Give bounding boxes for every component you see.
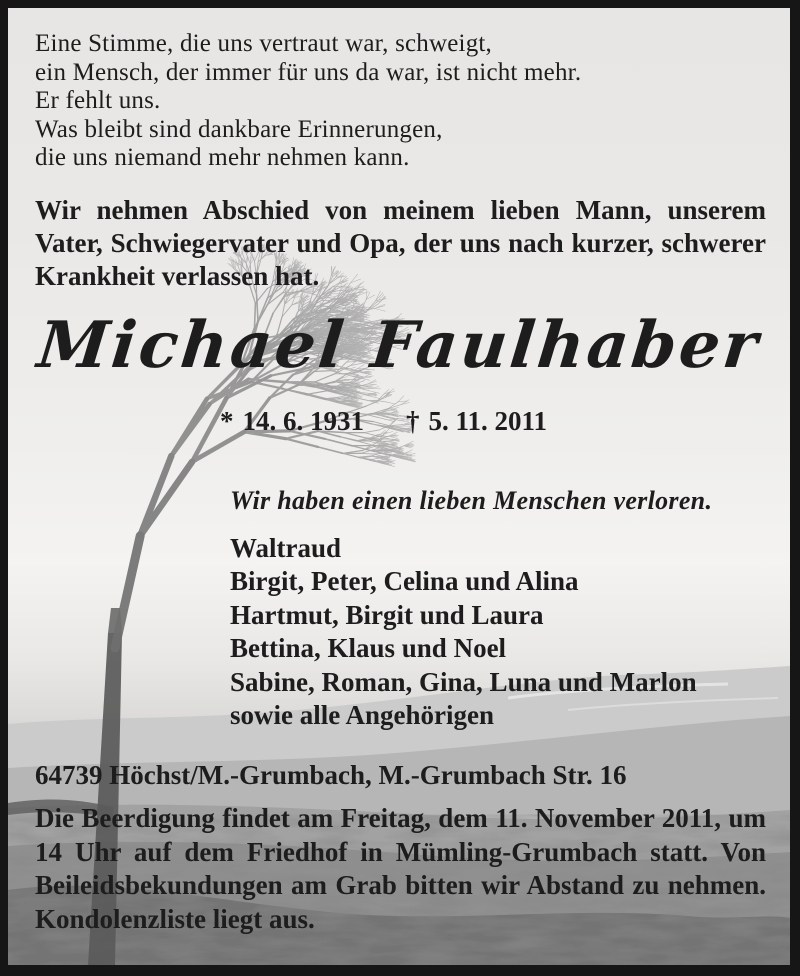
birth-star-symbol: * [220, 406, 234, 436]
mourner-line: sowie alle Angehörigen [230, 700, 494, 731]
death-cross-symbol: † [406, 406, 420, 436]
notice-paper [8, 8, 790, 965]
mourner-line: Sabine, Roman, Gina, Luna und Marlon [230, 666, 697, 697]
mourner-line: Birgit, Peter, Celina und Alina [230, 566, 579, 597]
mourners-list [230, 532, 697, 732]
funeral-info: Die Beerdigung findet am Freitag, dem 11. November 2011, um 14 Uhr auf dem Friedhof in Mümling-Grumbach statt. Von Beileidsbekundungen am Grab bitten wir Abstand zu nehmen. Kondolenzliste liegt aus. [35, 803, 766, 934]
mourner-line: Bettina, Klaus und Noel [230, 633, 507, 664]
loss-line: Wir haben einen lieben Menschen verloren. [230, 486, 713, 515]
verse-line: Er fehlt uns. [35, 87, 161, 114]
death-date-value: 5. 11. 2011 [428, 406, 548, 436]
farewell-paragraph: Wir nehmen Abschied von meinem lieben Mann, unserem Vater, Schwiegervater und Opa, der uns nach kurzer, schwerer Krankheit verlassen hat. [35, 195, 766, 291]
opening-verse [35, 30, 581, 173]
verse-line: die uns niemand mehr nehmen kann. [35, 144, 410, 171]
deceased-name: Michael Faulhaber [34, 308, 764, 383]
verse-line: Was bleibt sind dankbare Erinnerungen, [35, 115, 443, 143]
life-dates [220, 406, 547, 437]
birth-date-value: 14. 6. 1931 [242, 406, 364, 436]
birth-date [220, 406, 364, 437]
mourner-line: Waltraud [230, 533, 342, 563]
death-date [406, 406, 547, 437]
verse-line: Eine Stimme, die uns vertraut war, schweigt, [35, 30, 492, 57]
verse-line: ein Mensch, der immer für uns da war, ist nicht mehr. [35, 58, 582, 86]
mourner-line: Hartmut, Birgit und Laura [230, 599, 544, 630]
address-line: 64739 Höchst/M.-Grumbach, M.-Grumbach Str. 16 [35, 760, 627, 790]
